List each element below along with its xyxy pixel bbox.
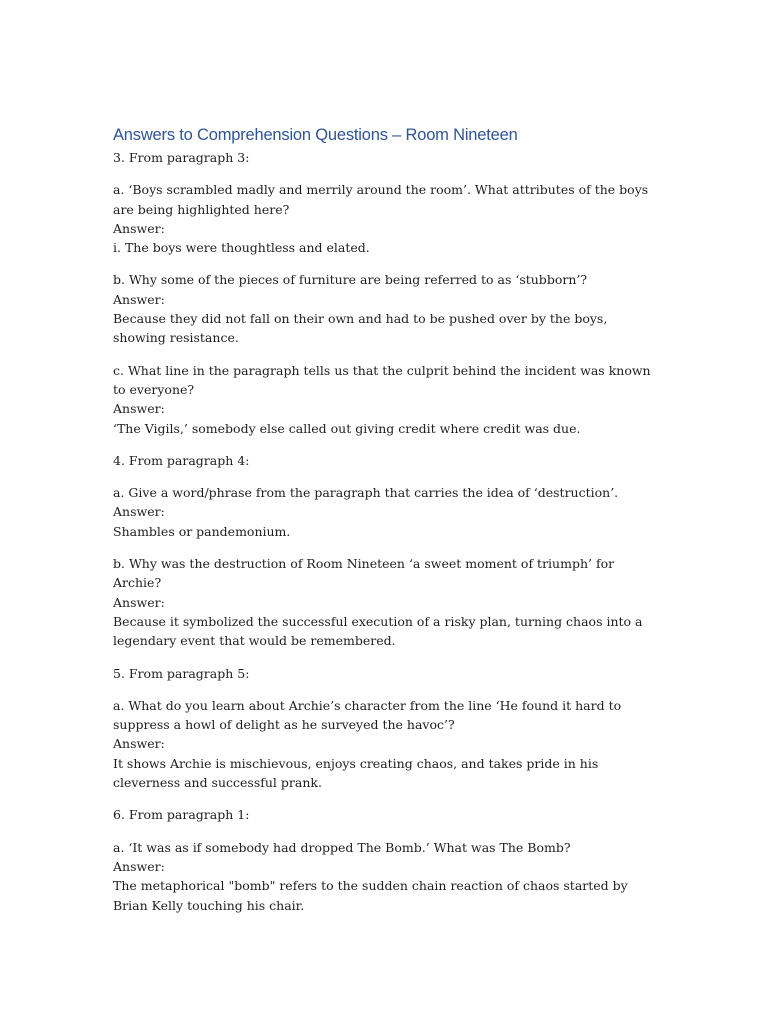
qa-block	[113, 696, 658, 792]
answer-label: Answer:	[113, 736, 165, 752]
qa-block	[113, 483, 658, 541]
answer-label: Answer:	[113, 858, 165, 874]
question-text: a. Give a word/phrase from the paragraph that carries the idea of ‘destruction’.	[113, 485, 619, 501]
document-title: Answers to Comprehension Questions – Room Nineteen	[113, 126, 518, 144]
section-heading: 3. From paragraph 3:	[113, 150, 250, 165]
answer-label: Answer:	[113, 401, 165, 417]
answer-label: Answer:	[113, 594, 165, 610]
answer-text: Because it symbolized the successful execution of a risky plan, turning chaos into a legendary event that would be remembered.	[113, 613, 643, 649]
answer-text: i. The boys were thoughtless and elated.	[113, 240, 370, 256]
section-heading: 4. From paragraph 4:	[113, 452, 250, 468]
section-heading: 5. From paragraph 5:	[113, 665, 250, 681]
question-text: b. Why some of the pieces of furniture are being referred to as ‘stubborn’?	[113, 272, 588, 288]
question-text: c. What line in the paragraph tells us that the culprit behind the incident was known to everyone?	[113, 362, 651, 397]
answer-text: ‘The Vigils,’ somebody else called out giving credit where credit was due.	[113, 420, 581, 436]
answer-text: Because they did not fall on their own and had to be pushed over by the boys, showing resistance.	[113, 311, 608, 346]
qa-block	[113, 180, 658, 257]
answer-label: Answer:	[113, 504, 165, 520]
question-text: a. ‘It was as if somebody had dropped The Bomb.’ What was The Bomb?	[113, 839, 571, 855]
answer-label: Answer:	[113, 220, 165, 236]
question-text: a. ‘Boys scrambled madly and merrily around the room’. What attributes of the boys are being highlighted here?	[113, 182, 649, 217]
question-text: b. Why was the destruction of Room Nineteen ‘a sweet moment of triumph’ for Archie?	[113, 556, 615, 591]
qa-block	[113, 838, 658, 915]
section-heading: 6. From paragraph 1:	[113, 807, 250, 823]
answer-text: The metaphorical "bomb" refers to the sudden chain reaction of chaos started by Brian Kelly touching his chair.	[113, 878, 628, 913]
question-text: a. What do you learn about Archie’s character from the line ‘He found it hard to suppress a howl of delight as he surveyed the havoc’?	[113, 697, 622, 733]
qa-block	[113, 361, 658, 438]
qa-block	[113, 554, 658, 650]
answer-text: It shows Archie is mischievous, enjoys creating chaos, and takes pride in his cleverness and successful prank.	[113, 755, 599, 791]
answer-label: Answer:	[113, 291, 165, 307]
answer-text: Shambles or pandemonium.	[113, 523, 291, 539]
qa-block	[113, 270, 658, 347]
document-page	[113, 124, 658, 928]
